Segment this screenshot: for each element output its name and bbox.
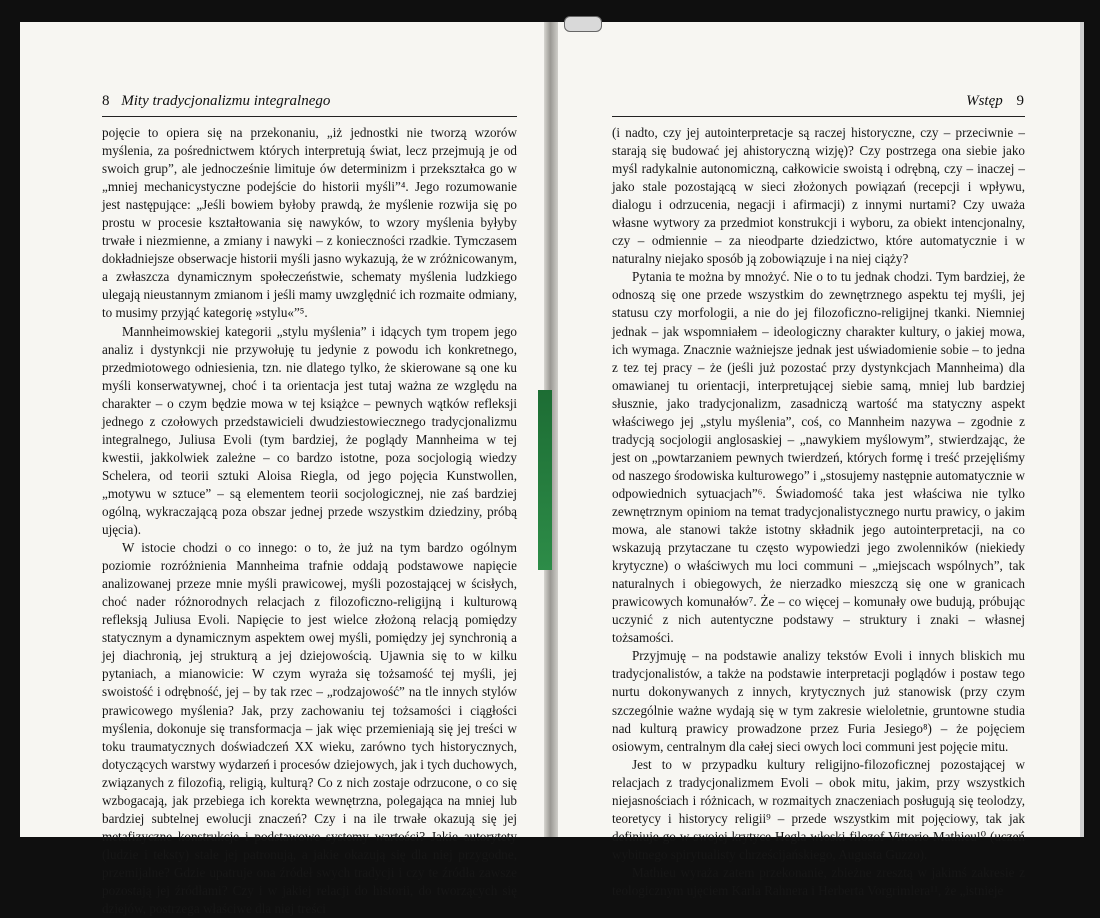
left-running-title: Mity tradycjonalizmu integralnego [121, 93, 331, 109]
left-running-header [102, 93, 330, 110]
right-running-title: Wstęp [966, 93, 1003, 109]
right-page [552, 22, 1080, 898]
right-header-rule [612, 116, 1025, 117]
left-page [20, 22, 550, 917]
right-page-number: 9 [1016, 93, 1024, 109]
left-header-rule [102, 116, 517, 117]
left-paragraph-2: Mannheimowskiej kategorii „stylu myślenia” i idących tym tropem jego analiz i dystynkcji nie przywołuję tu jedynie z powodu ich konkretnego, przedmiotowego odniesienia, tzn. nie dlatego tylko, że skierowane są one ku myśli konserwatywnej, choć i ta orientacja jest tutaj ważna ze względu na charakter – o czym będzie mowa w tej książce – pewnych wątków refleksji jednego z czołowych przedstawicieli dwudziestowiecznego tradycjonalizmu integralnego, Juliusa Evoli (tym bardziej, że poglądy Mannheima w tej kwestii, jakkolwiek zależne – co bardzo istotne, poza socjologią wiedzy Schelera, od teorii sztuki Aloisa Riegla, od jego pojęcia Kunstwollen, „motywu w sztuce” – są elementem teorii socjologicznej, nie zaś bardziej ogólną, wykraczającą poza obszar jednej przede wszystkim dziedziny, próbą ujęcia). [102, 323, 517, 538]
left-paragraph-1: pojęcie to opiera się na przekonaniu, „iż jednostki nie tworzą wzorów myślenia, za pośrednictwem których interpretują świat, lecz przejmują je od swoich grup”, ale jednocześnie limituje ów determinizm i przekształca go w „mniej mechanicystyczne podejście do historii myśli”⁴. Jego rozumowanie jest następujące: „Jeśli bowiem byłoby prawdą, że myślenie rozwija się po prostu w procesie kształtowania się nawyków, to wzory myślenia byłyby trwałe i niezmienne, a zmiany i nawyki – z konieczności rzadkie. Tymczasem dokładniejsze obserwacje historii myśli jasno wykazują, że w zróżnicowanym, a zwłaszcza dynamicznym społeczeństwie, schematy myślenia ludzkiego ulegają nieustannym zmianom i jeśli mamy uwzględnić ich rozmaite odmiany, to musimy przyjąć kategorię »stylu«”⁵. [102, 125, 517, 321]
left-paragraph-3: W istocie chodzi o co innego: o to, że już na tym bardzo ogólnym poziomie rozróżnienia Mannheima trafnie oddają podstawowe napięcie analizowanej przeze mnie myśli prawicowej, myśli pozostającej w ścisłych, choć nader różnorodnych relacjach z filozoficzno-religijną i kulturową refleksją Juliusa Evoli. Napięcie to jest wielce złożoną relacją pomiędzy statycznym a dynamicznym aspektem owej myśli, pomiędzy jej synchronią a jej diachronią, jej strukturą a jej dziejowością. Ujawnia się to w kilku pytaniach, a mianowicie: W czym wyraża się tożsamość tej myśli, jej swoistość i odrębność, jej – by tak rzec – „rodzajowość” na tle innych stylów prawicowego myślenia? Jak, przy zachowaniu tej tożsamości i ciągłości myślenia, dokonuje się transformacja – jak więc przemieniają się jej treści w toku traumatycznych doświadczeń XX wieku, zarówno tych historycznych, dotyczących warstwy wydarzeń i procesów dziejowych, jak i tych duchowych, związanych z filozofią, religią, kulturą? Co z nich zostaje odrzucone, o co się wzbogacają, jak przebiega ich korekta wewnętrzna, polegająca na mniej lub bardziej subtelnej ewolucji znaczeń? Czy i na ile trwałe okazują się jej metafizyczne konstrukcje i podstawowe systemy wartości? Jakie autorytety (ludzie i teksty) stale jej patronują, a jakie okazują się dla niej przygodne, przemijalne? Gdzie upatruje ona źródeł swych tradycji i czy te źródła zawsze pozostają jej źródłami? Czy i w jakiej relacji do historii, do tworzących się dziejów, postrzega właściwe dla niej treści [102, 540, 517, 917]
page-clip [564, 16, 602, 32]
page-edge [1080, 22, 1084, 837]
right-paragraph-5: Mathieu wyraża zatem przekonanie, zbieżne zresztą w jakimś zakresie z teologicznym ujęciem Karla Rahnera i Herberta Vorgrimlera¹¹, że „istnieje [612, 864, 1025, 898]
right-running-header [966, 93, 1024, 110]
right-paragraph-3: Przyjmuję – na podstawie analizy tekstów Evoli i innych bliskich mu tradycjonalistów, a także na podstawie interpretacji poglądów i postaw tego nurtu dokonywanych z innych, krytycznych już stanowisk (przy czym szczególnie ważne wydają się w tym zakresie wieloletnie, gruntowne studia nad kulturą prawicy prowadzone przez Furia Jesiego⁸) – że pojęciem osiowym, centralnym dla całej sieci owych loci communi jest pojęcie mitu. [612, 648, 1025, 754]
right-body-text [612, 124, 1025, 900]
left-body-text [102, 124, 517, 918]
left-page-number: 8 [102, 93, 110, 109]
right-paragraph-2: Pytania te można by mnożyć. Nie o to tu jednak chodzi. Tym bardziej, że odnoszą się one przede wszystkim do zewnętrznego aspektu tej myśli, jej statusu czy morfologii, a nie do jej filozoficzno-religijnej tkanki. Niemniej jednak – jak wspomniałem – ideologiczny charakter kultury, o jakiej mowa, ich wymaga. Znacznie ważniejsze jednak jest uświadomienie sobie – to jedna z tez tej pracy – że (jeśli już pozostać przy dystynkcjach Mannheima) dla omawianej tu orientacji, interpretującej siebie samą, mniej lub bardziej słusznie, jako tradycjonalizm, zasadniczą wartość ma statyczny aspekt właściwego jej „stylu myślenia”, coś, co Mannheim nazywa – zgodnie z tradycją socjologii anglosaskiej – „nawykiem myślowym”, stwierdzając, że jest on „powtarzaniem pewnych twierdzeń, których formę i treść przejęliśmy od naszego środowiska kulturowego” i „stosujemy następnie automatycznie w odpowiednich sytuacjach”⁶. Świadomość taka jest właściwa nie tylko zewnętrznym opiniom na temat tradycjonalistycznego nurtu prawicy, o jakim mowa, ale stanowi także istotny składnik jego autointerpretacji, na co wskazują przytaczane tu często wypowiedzi jego zwolenników (niekiedy krytyczne) o właściwych mu loci communi – „miejscach wspólnych”, tak naturalnych i obiegowych, że nierzadko mieszczą się one w granicach prawicowych komunałów⁷. Że – co więcej – komunały owe budują, próbując uczynić z nich autentyczne podstawy – struktury i znaki – własnej tożsamości. [612, 269, 1025, 646]
green-bookmark-ribbon [538, 390, 552, 570]
right-paragraph-4: Jest to w przypadku kultury religijno-filozoficznej pozostającej w relacjach z tradycjonalizmem Evoli – obok mitu, jakim, przy wszystkich niejasnościach i różnicach, w rozmaitych znaczeniach posługują się teolodzy, teoretycy i historycy religii⁹ – przede wszystkim mit pojęciowy, tak jak definiuje go w swojej krytyce Hegla włoski filozof Vittorio Mathieu¹⁰ (uczeń wybitnego spirytualisty chrześcijańskiego, Augusta Guzzo). [612, 756, 1025, 862]
right-paragraph-1: (i nadto, czy jej autointerpretacje są raczej historyczne, czy – przeciwnie – starają się budować jej ahistoryczną wizję)? Czy postrzega ona siebie jako myśl radykalnie autonomiczną, całkowicie swoistą i odrębną, czy – inaczej – jako stale pozostającą w sieci złożonych powiązań (recepcji i wpływu, dialogu i odrzucenia, negacji i afirmacji) z innymi nurtami? Czy uważa własne wytwory za przedmiot konstrukcji i wyboru, za obiekt intencjonalny, czy – odmiennie – za nieodparte dziedzictwo, które automatycznie i w naturalny niejako sposób ją zobowiązuje i na niej ciąży? [612, 125, 1025, 267]
